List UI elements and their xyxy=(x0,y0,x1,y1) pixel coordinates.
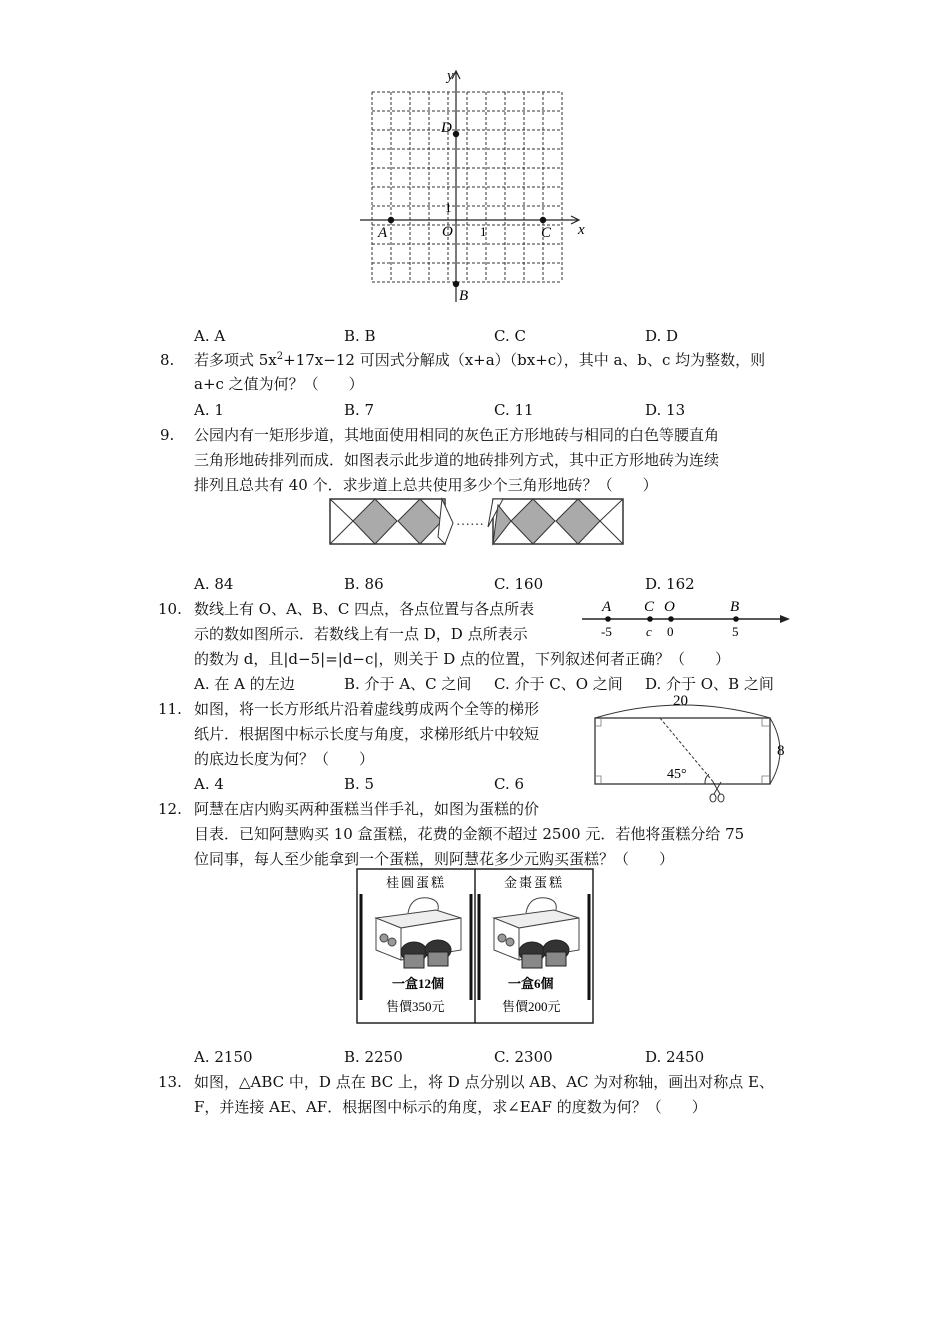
q12-stem-line-2: 目表．已知阿慧购买 10 盒蛋糕，花费的金额不超过 2500 元．若他将蛋糕分给 75 xyxy=(194,825,745,843)
point-label-A: A xyxy=(378,225,388,241)
nl-label-C: C xyxy=(644,599,655,615)
q7-option-a[interactable]: A. A xyxy=(194,327,226,345)
q11-stem-line-1: 如图，将一长方形纸片沿着虚线剪成两个全等的梯形 xyxy=(194,700,540,718)
nl-point-B xyxy=(733,616,739,622)
q9-stem-line-3: 排列且总共有 40 个．求步道上总共使用多少个三角形地砖？（ ） xyxy=(194,476,658,494)
q12-option-a[interactable]: A. 2150 xyxy=(194,1048,253,1066)
q13-stem-line-2: F，并连接 AE、AF．根据图中标示的角度，求∠EAF 的度数为何？（ ） xyxy=(194,1098,707,1116)
q11-number: 11. xyxy=(158,700,182,718)
q12-stem-line-3: 位同事，每人至少能拿到一个蛋糕，则阿慧花多少元购买蛋糕？（ ） xyxy=(194,850,675,868)
q11-option-a[interactable]: A. 4 xyxy=(194,775,224,793)
q11-stem-line-2: 纸片．根据图中标示长度与角度，求梯形纸片中较短 xyxy=(194,725,540,743)
unit-label-x: 1 xyxy=(480,224,487,239)
nl-point-O xyxy=(668,616,674,622)
q8-option-c[interactable]: C. 11 xyxy=(494,401,534,419)
cake-price-table xyxy=(356,868,596,1026)
point-C xyxy=(540,217,546,223)
q10-option-a[interactable]: A. 在 A 的左边 xyxy=(194,675,295,693)
q10-option-c[interactable]: C. 介于 C、O 之间 xyxy=(494,675,623,693)
q8-exponent: 2 xyxy=(276,351,284,362)
unit-label-y: 1 xyxy=(445,200,452,215)
q12-number: 12. xyxy=(158,800,182,818)
q10-stem-line-3: 的数为 d，且|d−5|=|d−c|，则关于 D 点的位置，下列叙述何者正确？（ ） xyxy=(194,650,731,668)
q8-option-a[interactable]: A. 1 xyxy=(194,401,224,419)
cake-1-price: 售價350元 xyxy=(386,999,445,1014)
q11-stem-line-3: 的底边长度为何？（ ） xyxy=(194,750,375,768)
nl-value-O: 0 xyxy=(667,624,674,639)
point-B xyxy=(453,281,459,287)
angle-label: 45° xyxy=(667,767,687,782)
nl-point-A xyxy=(605,616,611,622)
cake-1-name: 桂圓蛋糕 xyxy=(386,875,447,890)
cake-2-count: 一盒6個 xyxy=(508,976,554,991)
q12-stem-line-1: 阿慧在店内购买两种蛋糕当伴手礼，如图为蛋糕的价 xyxy=(194,800,540,818)
nl-label-B: B xyxy=(730,599,740,615)
q7-option-d[interactable]: D. D xyxy=(645,327,679,345)
q8-stem-line-1 xyxy=(194,350,765,370)
point-label-B: B xyxy=(459,288,469,304)
axis-label-y: y xyxy=(447,68,454,84)
q10-option-d[interactable]: D. 介于 O、B 之间 xyxy=(645,675,774,693)
length-label: 20 xyxy=(673,693,688,709)
q8-option-b[interactable]: B. 7 xyxy=(344,401,375,419)
nl-label-A: A xyxy=(602,599,612,615)
number-line-figure xyxy=(578,596,793,642)
q12-option-b[interactable]: B. 2250 xyxy=(344,1048,403,1066)
nl-point-C xyxy=(647,616,653,622)
point-label-D: D xyxy=(441,120,452,136)
origin-label: O xyxy=(442,224,453,240)
cake-1-count: 一盒12個 xyxy=(392,976,445,991)
q12-option-c[interactable]: C. 2300 xyxy=(494,1048,553,1066)
q9-option-c[interactable]: C. 160 xyxy=(494,575,544,593)
scissors-icon xyxy=(710,782,724,802)
q10-option-b[interactable]: B. 介于 A、C 之间 xyxy=(344,675,472,693)
q10-stem-line-2: 示的数如图所示．若数线上有一点 D，D 点所表示 xyxy=(194,625,528,643)
rectangle-cut-figure xyxy=(585,690,795,805)
q9-number: 9. xyxy=(160,426,175,444)
q9-stem-line-1: 公园内有一矩形步道，其地面使用相同的灰色正方形地砖与相同的白色等腰直角 xyxy=(194,426,720,444)
q12-option-d[interactable]: D. 2450 xyxy=(645,1048,705,1066)
q13-number: 13. xyxy=(158,1073,182,1091)
q10-number: 10. xyxy=(158,600,182,618)
q10-stem-line-1: 数线上有 O、A、B、C 四点，各点位置与各点所表 xyxy=(194,600,535,618)
point-A xyxy=(388,217,394,223)
nl-value-A: -5 xyxy=(601,624,612,639)
q9-stem-line-2: 三角形地砖排列而成．如图表示此步道的地砖排列方式，其中正方形地砖为连续 xyxy=(194,451,720,469)
cake-2-price: 售價200元 xyxy=(502,999,561,1014)
tile-dots: …… xyxy=(456,514,484,529)
q8-option-d[interactable]: D. 13 xyxy=(645,401,686,419)
cake-2-name: 金棗蛋糕 xyxy=(504,875,565,890)
point-label-C: C xyxy=(541,225,552,241)
q9-option-d[interactable]: D. 162 xyxy=(645,575,695,593)
tile-walkway-figure xyxy=(328,497,628,547)
q11-option-c[interactable]: C. 6 xyxy=(494,775,525,793)
nl-value-C: c xyxy=(646,624,652,639)
q8-stem-part-b: +17x−12 可因式分解成（x+a）（bx+c），其中 a、b、c 均为整数，则 xyxy=(283,351,766,369)
q13-stem-line-1: 如图，△ABC 中，D 点在 BC 上，将 D 点分别以 AB、AC 为对称轴，画出对称点 E、 xyxy=(194,1073,775,1091)
point-D xyxy=(453,131,459,137)
width-label: 8 xyxy=(777,743,785,759)
q11-option-b[interactable]: B. 5 xyxy=(344,775,375,793)
axis-label-x: x xyxy=(578,222,585,238)
q8-number: 8. xyxy=(160,351,175,369)
q9-option-b[interactable]: B. 86 xyxy=(344,575,384,593)
coordinate-grid-figure xyxy=(350,62,600,312)
nl-value-B: 5 xyxy=(732,624,739,639)
nl-label-O: O xyxy=(664,599,675,615)
q7-option-b[interactable]: B. B xyxy=(344,327,376,345)
dashed-grid xyxy=(372,92,562,282)
q7-option-c[interactable]: C. C xyxy=(494,327,526,345)
q9-option-a[interactable]: A. 84 xyxy=(194,575,234,593)
q8-stem-line-2: a+c 之值为何？（ ） xyxy=(194,375,364,393)
q8-stem-part-a: 若多项式 5x xyxy=(194,351,277,369)
